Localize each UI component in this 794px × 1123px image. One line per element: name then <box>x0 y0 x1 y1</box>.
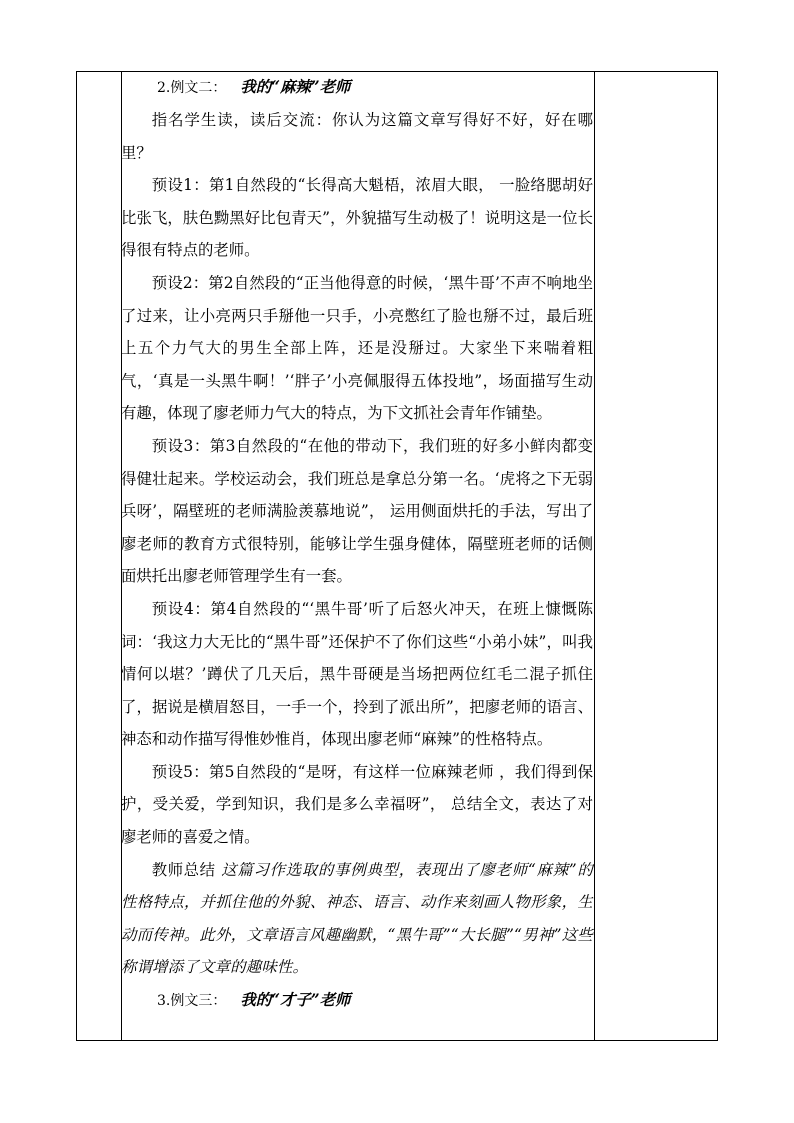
paragraph-prompt: 指名学生读，读后交流：你认为这篇文章写得好不好，好在哪里？ <box>121 111 593 162</box>
section-title: 我的“麻辣”老师 <box>240 78 351 96</box>
section-number: 3.例文三： <box>157 993 227 1010</box>
teacher-summary <box>121 854 593 984</box>
paragraph-preset-2: 预设2：第2自然段的“正当他得意的时候，‘黑牛哥’不声不响地坐了过来，让小亮两只手掰他一只手，小亮憋红了脸也掰不过，最后班上五个力气大的男生全部上阵，还是没掰过。大家坐下来喘着粗气，‘真是一头黑牛啊！’‘胖子’小亮佩服得五体投地”，场面描写生动有趣，体现了廖老师力气大的特点，为下文抓社会青年作铺垫。 <box>121 273 593 423</box>
table-column-divider <box>594 72 595 1040</box>
paragraph-preset-3: 预设3：第3自然段的“在他的带动下，我们班的好多小鲜肉都变得健壮起来。学校运动会，我们班总是拿总分第一名。‘虎将之下无弱兵呀’，隔壁班的老师满脸羡慕地说”， 运用侧面烘托的手法，写出了廖老师的教育方式很特别，能够让学生强身健体，隔壁班老师的话侧面烘托出廖老师管理学生有一套。 <box>121 436 593 586</box>
paragraph-preset-5: 预设5：第5自然段的“是呀，有这样一位麻辣老师 ，我们得到保护，受关爱，学到知识，我们是多么幸福呀”， 总结全文，表达了对廖老师的喜爱之情。 <box>121 762 593 847</box>
summary-text: 这篇习作选取的事例典型，表现出了廖老师“麻辣”的性格特点，并抓住他的外貌、神态、语言、动作来刻画人物形象，生动而传神。此外，文章语言风趣幽默，“黑牛哥”“大长腿”“男神”这些称谓增添了文章的趣味性。 <box>121 860 593 977</box>
lesson-content <box>121 71 593 1017</box>
section-number: 2.例文二： <box>157 80 227 96</box>
section-heading-2 <box>121 71 593 104</box>
paragraph-preset-4: 预设4：第4自然段的“‘黑牛哥’听了后怒火冲天，在班上慷慨陈词：‘我这力大无比的“黑牛哥”还保护不了你们这些“小弟小妹”，叫我情何以堪？’蹲伏了几天后，黑牛哥硬是当场把两位红毛二混子抓住了，据说是横眉怒目，一手一个，拎到了派出所”，把廖老师的语言、神态和动作描写得惟妙惟肖，体现出廖老师“麻辣”的性格特点。 <box>121 599 593 749</box>
section-title: 我的“才子”老师 <box>240 991 351 1010</box>
paragraph-preset-1: 预设1：第1自然段的“长得高大魁梧，浓眉大眼， 一脸络腮胡好比张飞，肤色黝黑好比包青天”，外貌描写生动极了！说明这是一位长得很有特点的老师。 <box>121 176 593 260</box>
section-heading-3 <box>121 984 593 1017</box>
summary-label: 教师总结 <box>151 860 216 879</box>
